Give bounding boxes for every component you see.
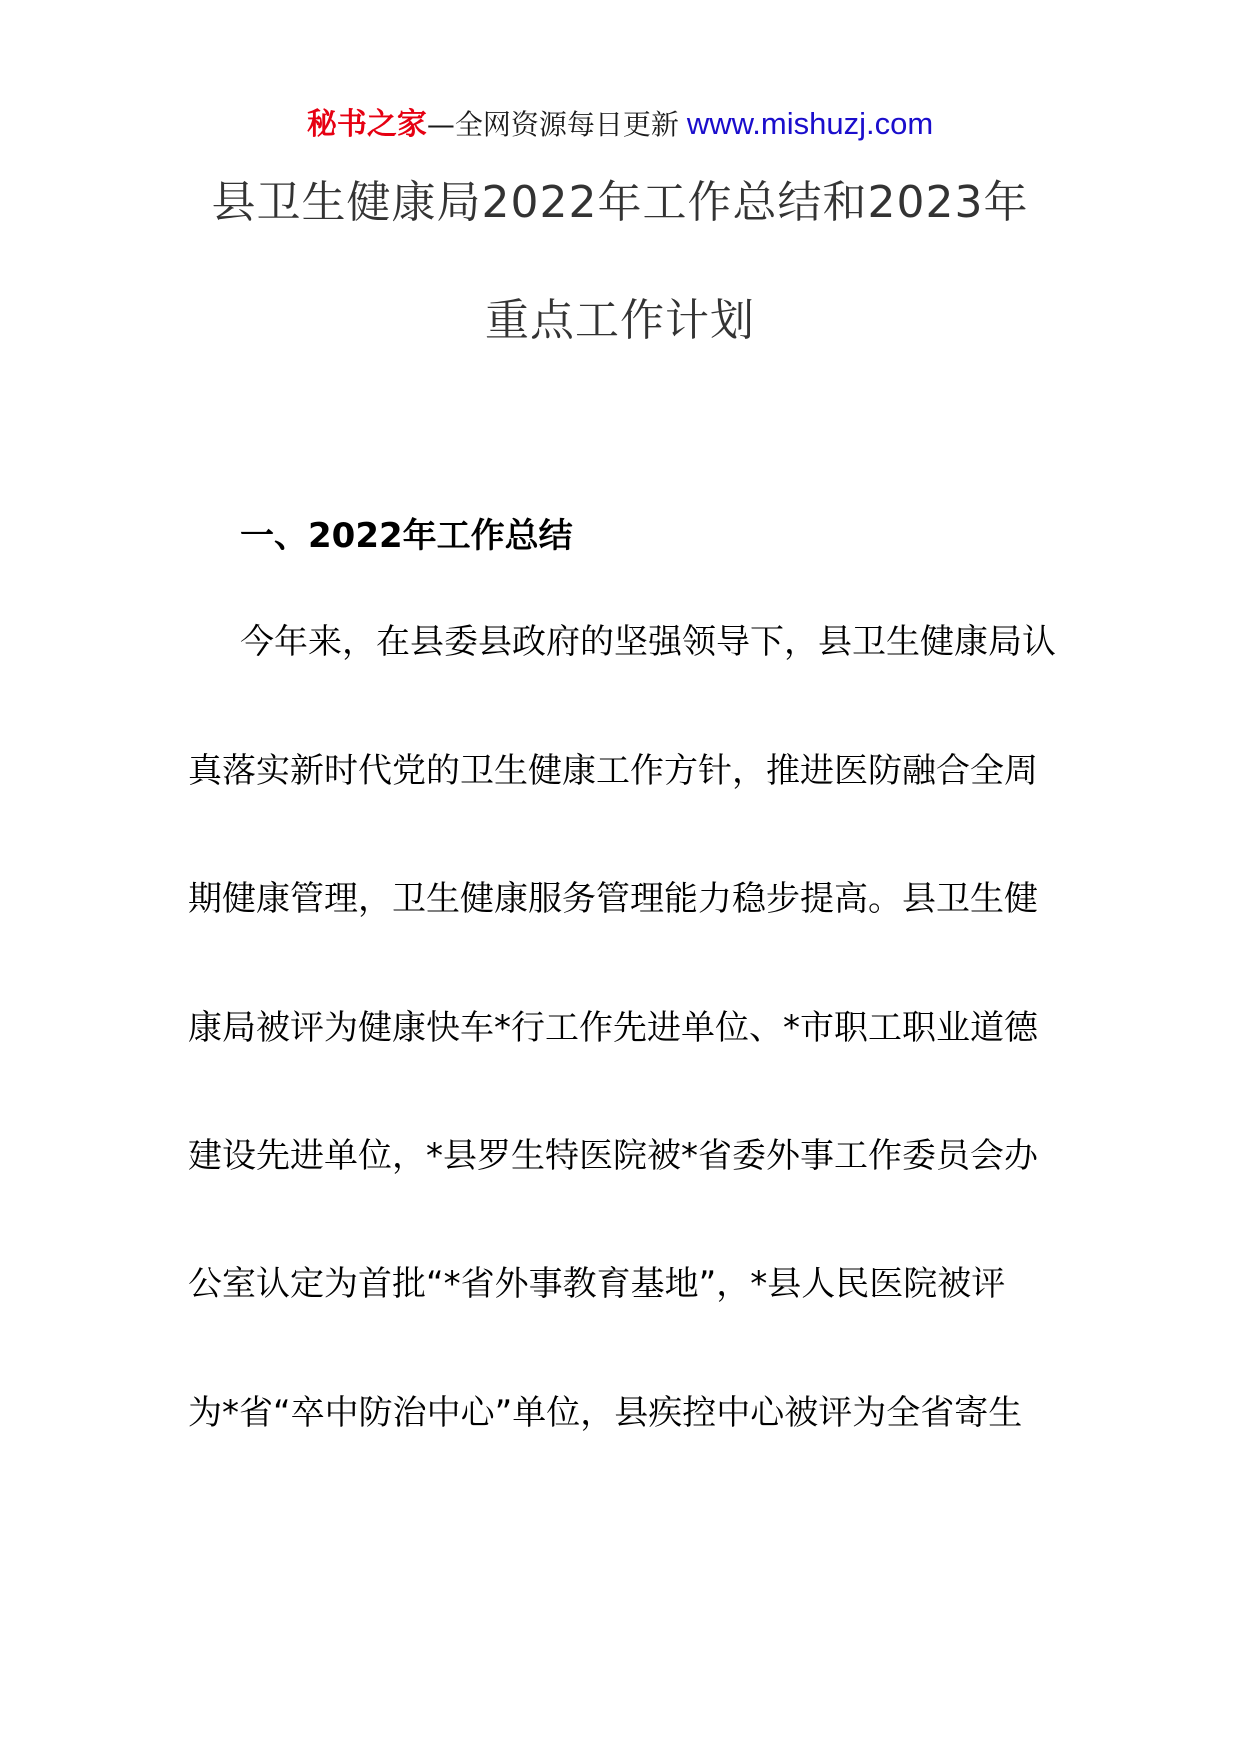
document-title-line-1: 县卫生健康局2022年工作总结和2023年	[211, 177, 1029, 228]
document-title-line-2: 重点工作计划	[485, 295, 755, 346]
paragraph-line: 为*省“卒中防治中心”单位，县疾控中心被评为全省寄生	[188, 1393, 1023, 1433]
paragraph-line: 真落实新时代党的卫生健康工作方针，推进医防融合全周	[188, 751, 1038, 791]
section-heading: 一、2022年工作总结	[240, 516, 573, 556]
site-url-link[interactable]: www.mishuzj.com	[686, 106, 934, 141]
paragraph-line: 今年来，在县委县政府的坚强领导下，县卫生健康局认	[240, 622, 1056, 662]
paragraph-line: 公室认定为首批“*省外事教育基地”，*县人民医院被评	[188, 1264, 1006, 1304]
site-name: 秘书之家	[306, 107, 427, 142]
site-tagline: —全网资源每日更新	[426, 108, 679, 141]
paragraph-line: 建设先进单位，*县罗生特医院被*省委外事工作委员会办	[188, 1136, 1038, 1176]
paragraph-line: 康局被评为健康快车*行工作先进单位、*市职工职业道德	[188, 1008, 1038, 1048]
paragraph-line: 期健康管理，卫生健康服务管理能力稳步提高。县卫生健	[188, 879, 1038, 919]
site-header	[0, 104, 1240, 145]
